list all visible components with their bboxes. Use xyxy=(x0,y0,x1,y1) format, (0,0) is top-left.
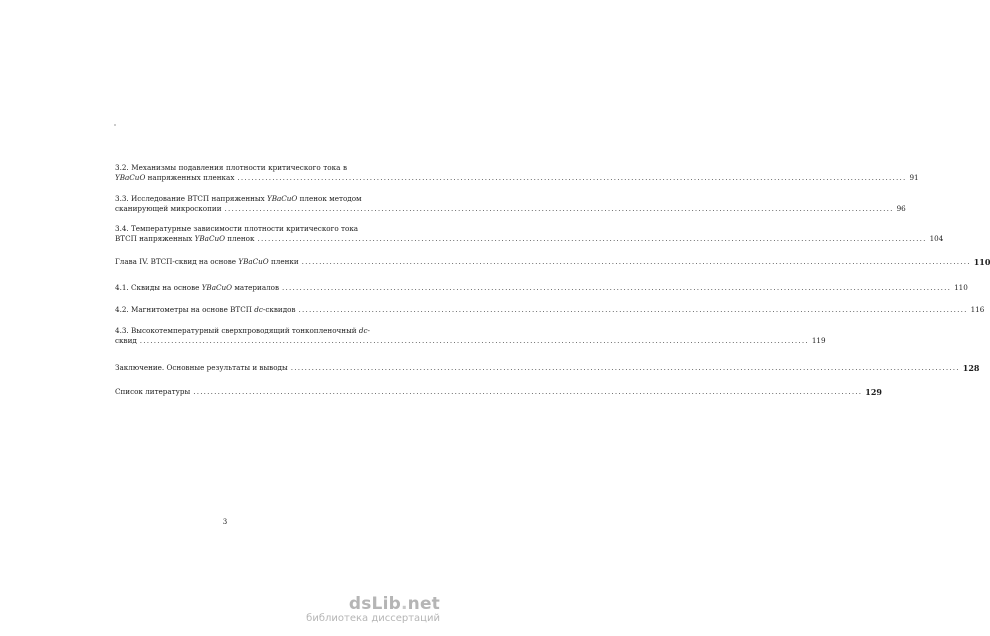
toc-entry[interactable] xyxy=(115,387,882,397)
toc-entry[interactable] xyxy=(115,283,968,293)
watermark-caption: библиотека диссертаций xyxy=(306,613,440,624)
toc-leader-dots xyxy=(193,387,862,397)
toc-entry-page: 116 xyxy=(970,305,985,314)
toc-entry-final-line xyxy=(115,173,919,183)
watermark-logo-tld: net xyxy=(407,594,440,614)
toc-entry-page: 91 xyxy=(909,173,919,182)
watermark-logo-dot: . xyxy=(400,594,408,614)
toc-entry-title: ВТСП напряженных YBaCuO пленок xyxy=(115,234,255,243)
toc-leader-dots xyxy=(299,305,968,315)
toc-leader-dots xyxy=(291,363,960,373)
toc-entry-page: 119 xyxy=(811,336,826,345)
toc-entry[interactable] xyxy=(115,194,906,214)
toc-entry-page: 96 xyxy=(896,204,906,213)
toc-entry-final-line xyxy=(115,336,826,346)
toc-entry-title: сквид xyxy=(115,336,137,345)
toc-entry-line: 3.3. Исследование ВТСП напряженных YBaCuO пленок методом xyxy=(115,194,362,203)
toc-leader-dots xyxy=(237,173,906,183)
watermark-logo-main: dsLib xyxy=(348,594,401,614)
toc-entry-title: 4.2. Магнитометры на основе ВТСП dc-сквидов xyxy=(115,305,296,314)
toc-leader-dots xyxy=(258,234,927,244)
toc-entry-line: 3.2. Механизмы подавления плотности критического тока в xyxy=(115,163,347,172)
toc-leader-dots xyxy=(302,257,971,267)
toc-entry-title: Список литературы xyxy=(115,387,191,396)
toc-entry-title: сканирующей микроскопии xyxy=(115,204,222,213)
toc-entry[interactable] xyxy=(115,326,826,346)
toc-entry-page: 110 xyxy=(973,257,990,267)
toc-entry-line: 3.4. Температурные зависимости плотности критического тока xyxy=(115,224,359,233)
watermark-logo xyxy=(306,594,440,614)
toc-entry-page: 110 xyxy=(954,283,968,292)
toc-entry-final-line xyxy=(115,363,980,373)
toc-entry-title: 4.1. Сквиды на основе YBaCuO материалов xyxy=(115,283,280,292)
toc-entry-title: Заключение. Основные результаты и выводы xyxy=(115,363,288,372)
dslib-watermark xyxy=(306,594,440,624)
toc-entry-title: YBaCuO напряженных пленках xyxy=(115,173,235,182)
toc-entry[interactable] xyxy=(115,305,985,315)
toc-entry-line: 4.3. Высокотемпературный сверхпроводящий тонкопленочный dc- xyxy=(115,326,370,335)
toc-entry-title: Глава IV. ВТСП-сквид на основе YBaCuO пленки xyxy=(115,257,299,266)
toc-leader-dots xyxy=(140,336,809,346)
toc-entry-final-line xyxy=(115,305,985,315)
toc-entry-final-line xyxy=(115,204,906,214)
toc-entry[interactable] xyxy=(115,163,919,183)
toc-entry[interactable] xyxy=(115,224,944,244)
toc-entry-final-line xyxy=(115,234,944,244)
toc-leader-dots xyxy=(225,204,894,214)
page-number: 3 xyxy=(222,518,228,526)
toc-entry-page: 104 xyxy=(929,234,944,243)
toc-entry-final-line xyxy=(115,257,990,267)
toc-entry[interactable] xyxy=(115,363,980,373)
toc-entry-page: 128 xyxy=(962,363,980,373)
toc-entry-final-line xyxy=(115,387,882,397)
toc-entry[interactable] xyxy=(115,257,990,267)
toc-entry-page: 129 xyxy=(865,387,882,397)
toc-leader-dots xyxy=(282,283,951,293)
toc-entry-final-line xyxy=(115,283,968,293)
scan-speck xyxy=(114,124,116,126)
